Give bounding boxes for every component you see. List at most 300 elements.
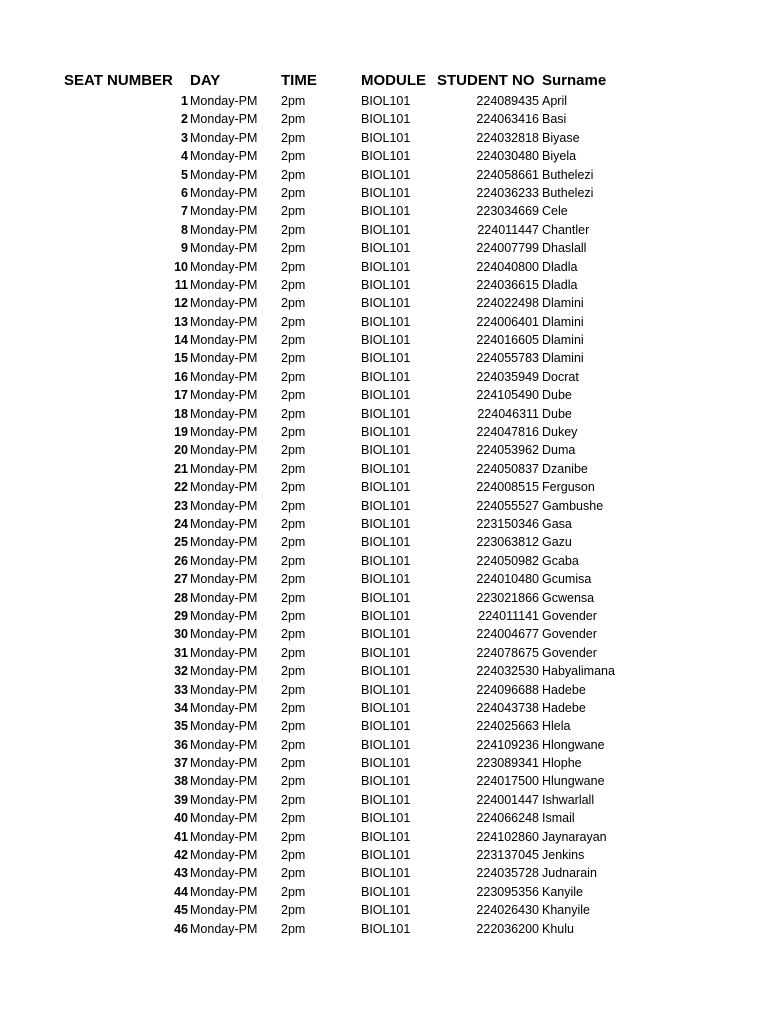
time-cell: 2pm — [281, 406, 306, 421]
student-no-cell: 223095356 — [476, 884, 539, 899]
student-no-cell: 224053962 — [476, 443, 539, 458]
module-cell: BIOL101 — [361, 700, 411, 715]
student-no-cell: 224036615 — [476, 277, 539, 292]
module-cell: BIOL101 — [361, 516, 411, 531]
module-cell: BIOL101 — [361, 277, 411, 292]
surname-cell: Govender — [542, 608, 597, 623]
day-cell: Monday-PM — [190, 130, 258, 145]
table-row — [0, 662, 768, 680]
table-row — [0, 736, 768, 754]
time-cell: 2pm — [281, 829, 306, 844]
module-cell: BIOL101 — [361, 884, 411, 899]
seat-number-cell: 37 — [174, 756, 188, 771]
surname-cell: Gasa — [542, 516, 572, 531]
table-row — [0, 331, 768, 349]
module-cell: BIOL101 — [361, 388, 411, 403]
surname-cell: Dhaslall — [542, 241, 587, 256]
student-no-cell: 223021866 — [476, 590, 539, 605]
table-row — [0, 754, 768, 772]
student-no-cell: 223137045 — [476, 848, 539, 863]
table-row — [0, 920, 768, 938]
module-cell: BIOL101 — [361, 498, 411, 513]
module-cell: BIOL101 — [361, 921, 411, 936]
day-cell: Monday-PM — [190, 921, 258, 936]
time-cell: 2pm — [281, 682, 306, 697]
student-no-cell: 223063812 — [476, 535, 539, 550]
seat-number-cell: 17 — [174, 388, 188, 403]
table-row — [0, 460, 768, 478]
table-row — [0, 864, 768, 882]
time-cell: 2pm — [281, 737, 306, 752]
header-student-no: STUDENT NO — [437, 72, 535, 89]
student-no-cell: 224035728 — [476, 866, 539, 881]
day-cell: Monday-PM — [190, 608, 258, 623]
table-row — [0, 92, 768, 110]
module-cell: BIOL101 — [361, 333, 411, 348]
module-cell: BIOL101 — [361, 167, 411, 182]
day-cell: Monday-PM — [190, 388, 258, 403]
time-cell: 2pm — [281, 866, 306, 881]
day-cell: Monday-PM — [190, 866, 258, 881]
student-no-cell: 224007799 — [476, 241, 539, 256]
surname-cell: Dzanibe — [542, 461, 588, 476]
table-row — [0, 202, 768, 220]
day-cell: Monday-PM — [190, 204, 258, 219]
module-cell: BIOL101 — [361, 406, 411, 421]
time-cell: 2pm — [281, 425, 306, 440]
table-row — [0, 129, 768, 147]
surname-cell: Dlamini — [542, 314, 584, 329]
seat-number-cell: 42 — [174, 848, 188, 863]
time-cell: 2pm — [281, 590, 306, 605]
surname-cell: Cele — [542, 204, 568, 219]
time-cell: 2pm — [281, 903, 306, 918]
day-cell: Monday-PM — [190, 369, 258, 384]
student-no-cell: 224025663 — [476, 719, 539, 734]
day-cell: Monday-PM — [190, 829, 258, 844]
table-row — [0, 681, 768, 699]
surname-cell: Basi — [542, 112, 567, 127]
time-cell: 2pm — [281, 572, 306, 587]
table-row — [0, 515, 768, 533]
surname-cell: Ismail — [542, 811, 575, 826]
surname-cell: April — [542, 94, 568, 108]
day-cell: Monday-PM — [190, 112, 258, 127]
seat-number-cell: 22 — [174, 480, 188, 495]
day-cell: Monday-PM — [190, 241, 258, 256]
seat-number-cell: 5 — [181, 167, 188, 182]
module-cell: BIOL101 — [361, 425, 411, 440]
day-cell: Monday-PM — [190, 333, 258, 348]
day-cell: Monday-PM — [190, 277, 258, 292]
day-cell: Monday-PM — [190, 94, 258, 108]
seat-number-cell: 36 — [174, 737, 188, 752]
module-cell: BIOL101 — [361, 480, 411, 495]
day-cell: Monday-PM — [190, 461, 258, 476]
seat-number-cell: 12 — [174, 296, 188, 311]
seat-number-cell: 14 — [174, 333, 188, 348]
student-no-cell: 224043738 — [476, 700, 539, 715]
time-cell: 2pm — [281, 608, 306, 623]
student-no-cell: 224109236 — [476, 737, 539, 752]
student-no-cell: 224046311 — [477, 406, 539, 421]
time-cell: 2pm — [281, 314, 306, 329]
time-cell: 2pm — [281, 700, 306, 715]
day-cell: Monday-PM — [190, 296, 258, 311]
module-cell: BIOL101 — [361, 664, 411, 679]
day-cell: Monday-PM — [190, 498, 258, 513]
time-cell: 2pm — [281, 516, 306, 531]
time-cell: 2pm — [281, 811, 306, 826]
module-cell: BIOL101 — [361, 259, 411, 274]
day-cell: Monday-PM — [190, 848, 258, 863]
module-cell: BIOL101 — [361, 719, 411, 734]
surname-cell: Gcaba — [542, 553, 579, 568]
table-row — [0, 166, 768, 184]
student-no-cell: 224006401 — [476, 314, 539, 329]
surname-cell: Habyalimana — [542, 664, 615, 679]
table-row — [0, 405, 768, 423]
surname-cell: Hadebe — [542, 700, 586, 715]
table-row — [0, 883, 768, 901]
seat-number-cell: 19 — [174, 425, 188, 440]
student-no-cell: 224016605 — [476, 333, 539, 348]
seat-number-cell: 6 — [181, 185, 188, 200]
student-no-cell: 223150346 — [476, 516, 539, 531]
surname-cell: Gazu — [542, 535, 572, 550]
day-cell: Monday-PM — [190, 535, 258, 550]
seat-number-cell: 11 — [174, 277, 188, 292]
seat-number-cell: 7 — [181, 204, 188, 219]
seat-number-cell: 24 — [174, 516, 188, 531]
seat-number-cell: 30 — [174, 627, 188, 642]
student-no-cell: 224047816 — [476, 425, 539, 440]
seat-number-cell: 21 — [174, 461, 188, 476]
surname-cell: Dladla — [542, 277, 578, 292]
seat-number-cell: 13 — [174, 314, 188, 329]
time-cell: 2pm — [281, 884, 306, 899]
table-row — [0, 423, 768, 441]
seat-number-cell: 4 — [181, 149, 188, 164]
time-cell: 2pm — [281, 664, 306, 679]
day-cell: Monday-PM — [190, 645, 258, 660]
surname-cell: Judnarain — [542, 866, 597, 881]
header-time: TIME — [281, 72, 317, 89]
header-seat-number: SEAT NUMBER — [64, 72, 173, 89]
surname-cell: Gcwensa — [542, 590, 595, 605]
day-cell: Monday-PM — [190, 259, 258, 274]
table-body — [0, 92, 768, 938]
time-cell: 2pm — [281, 792, 306, 807]
student-no-cell: 224102860 — [476, 829, 539, 844]
table-row — [0, 349, 768, 367]
surname-cell: Hlela — [542, 719, 571, 734]
student-no-cell: 224050837 — [476, 461, 539, 476]
time-cell: 2pm — [281, 921, 306, 936]
module-cell: BIOL101 — [361, 369, 411, 384]
student-no-cell: 224001447 — [476, 792, 539, 807]
surname-cell: Khanyile — [542, 903, 590, 918]
surname-cell: Gcumisa — [542, 572, 592, 587]
surname-cell: Kanyile — [542, 884, 583, 899]
surname-cell: Dlamini — [542, 351, 584, 366]
student-no-cell: 224032530 — [476, 664, 539, 679]
time-cell: 2pm — [281, 774, 306, 789]
table-row — [0, 809, 768, 827]
table-row — [0, 791, 768, 809]
time-cell: 2pm — [281, 130, 306, 145]
day-cell: Monday-PM — [190, 425, 258, 440]
module-cell: BIOL101 — [361, 461, 411, 476]
module-cell: BIOL101 — [361, 645, 411, 660]
seat-number-cell: 8 — [181, 222, 188, 237]
module-cell: BIOL101 — [361, 130, 411, 145]
module-cell: BIOL101 — [361, 829, 411, 844]
time-cell: 2pm — [281, 167, 306, 182]
table-row — [0, 147, 768, 165]
surname-cell: Dlamini — [542, 333, 584, 348]
day-cell: Monday-PM — [190, 756, 258, 771]
module-cell: BIOL101 — [361, 94, 411, 108]
table-row — [0, 699, 768, 717]
seat-number-cell: 31 — [174, 645, 188, 660]
table-row — [0, 570, 768, 588]
day-cell: Monday-PM — [190, 627, 258, 642]
seat-number-cell: 2 — [181, 112, 188, 127]
module-cell: BIOL101 — [361, 535, 411, 550]
surname-cell: Duma — [542, 443, 576, 458]
table-row — [0, 607, 768, 625]
time-cell: 2pm — [281, 112, 306, 127]
module-cell: BIOL101 — [361, 149, 411, 164]
seat-number-cell: 18 — [174, 406, 188, 421]
seat-number-cell: 40 — [174, 811, 188, 826]
student-no-cell: 224011141 — [478, 608, 539, 623]
student-no-cell: 224105490 — [476, 388, 539, 403]
header-module: MODULE — [361, 72, 426, 89]
student-no-cell: 224035949 — [476, 369, 539, 384]
student-no-cell: 224078675 — [476, 645, 539, 660]
time-cell: 2pm — [281, 756, 306, 771]
table-row — [0, 221, 768, 239]
student-no-cell: 224022498 — [476, 296, 539, 311]
surname-cell: Chantler — [542, 222, 590, 237]
module-cell: BIOL101 — [361, 848, 411, 863]
table-row — [0, 533, 768, 551]
student-no-cell: 222036200 — [476, 921, 539, 936]
table-row — [0, 828, 768, 846]
seat-number-cell: 34 — [174, 700, 188, 715]
module-cell: BIOL101 — [361, 296, 411, 311]
table-row — [0, 441, 768, 459]
seat-number-cell: 25 — [174, 535, 188, 550]
time-cell: 2pm — [281, 94, 306, 108]
seat-number-cell: 32 — [174, 664, 188, 679]
time-cell: 2pm — [281, 498, 306, 513]
table-row — [0, 239, 768, 257]
day-cell: Monday-PM — [190, 590, 258, 605]
surname-cell: Dube — [542, 406, 572, 421]
seat-number-cell: 10 — [174, 259, 188, 274]
table-row — [0, 497, 768, 515]
table-row — [0, 386, 768, 404]
surname-cell: Dube — [542, 388, 572, 403]
day-cell: Monday-PM — [190, 572, 258, 587]
student-no-cell: 224089435 — [476, 94, 539, 108]
student-no-cell: 223089341 — [476, 756, 539, 771]
day-cell: Monday-PM — [190, 682, 258, 697]
seat-number-cell: 20 — [174, 443, 188, 458]
header-day: DAY — [190, 72, 221, 89]
student-no-cell: 224036233 — [476, 185, 539, 200]
table-row — [0, 258, 768, 276]
time-cell: 2pm — [281, 848, 306, 863]
module-cell: BIOL101 — [361, 737, 411, 752]
day-cell: Monday-PM — [190, 700, 258, 715]
surname-cell: Dladla — [542, 259, 578, 274]
day-cell: Monday-PM — [190, 480, 258, 495]
surname-cell: Buthelezi — [542, 167, 594, 182]
time-cell: 2pm — [281, 149, 306, 164]
time-cell: 2pm — [281, 480, 306, 495]
day-cell: Monday-PM — [190, 664, 258, 679]
time-cell: 2pm — [281, 719, 306, 734]
table-row — [0, 552, 768, 570]
seat-number-cell: 38 — [174, 774, 188, 789]
seat-number-cell: 43 — [174, 866, 188, 881]
seat-number-cell: 27 — [174, 572, 188, 587]
student-no-cell: 224010480 — [476, 572, 539, 587]
day-cell: Monday-PM — [190, 884, 258, 899]
table-row — [0, 589, 768, 607]
module-cell: BIOL101 — [361, 185, 411, 200]
surname-cell: Ferguson — [542, 480, 595, 495]
student-no-cell: 224050982 — [476, 553, 539, 568]
student-no-cell: 224055783 — [476, 351, 539, 366]
student-no-cell: 224096688 — [476, 682, 539, 697]
surname-cell: Gambushe — [542, 498, 604, 513]
time-cell: 2pm — [281, 259, 306, 274]
surname-cell: Hlungwane — [542, 774, 605, 789]
module-cell: BIOL101 — [361, 774, 411, 789]
seat-number-cell: 23 — [174, 498, 188, 513]
table-row — [0, 313, 768, 331]
day-cell: Monday-PM — [190, 406, 258, 421]
time-cell: 2pm — [281, 388, 306, 403]
time-cell: 2pm — [281, 645, 306, 660]
header-surname: Surname — [542, 72, 607, 89]
time-cell: 2pm — [281, 627, 306, 642]
table-row — [0, 294, 768, 312]
surname-cell: Jaynarayan — [542, 829, 607, 844]
seat-number-cell: 35 — [174, 719, 188, 734]
module-cell: BIOL101 — [361, 553, 411, 568]
time-cell: 2pm — [281, 204, 306, 219]
table-row — [0, 478, 768, 496]
day-cell: Monday-PM — [190, 351, 258, 366]
table-row — [0, 368, 768, 386]
day-cell: Monday-PM — [190, 314, 258, 329]
module-cell: BIOL101 — [361, 866, 411, 881]
seat-number-cell: 46 — [174, 921, 188, 936]
surname-cell: Dlamini — [542, 296, 584, 311]
surname-cell: Biyase — [542, 130, 580, 145]
time-cell: 2pm — [281, 553, 306, 568]
time-cell: 2pm — [281, 351, 306, 366]
module-cell: BIOL101 — [361, 351, 411, 366]
student-no-cell: 223034669 — [476, 204, 539, 219]
surname-cell: Biyela — [542, 149, 577, 164]
table-row — [0, 772, 768, 790]
time-cell: 2pm — [281, 241, 306, 256]
module-cell: BIOL101 — [361, 903, 411, 918]
seat-number-cell: 16 — [174, 369, 188, 384]
student-no-cell: 224011447 — [477, 222, 539, 237]
surname-cell: Hlongwane — [542, 737, 605, 752]
surname-cell: Govender — [542, 627, 597, 642]
seat-number-cell: 39 — [174, 792, 188, 807]
module-cell: BIOL101 — [361, 443, 411, 458]
module-cell: BIOL101 — [361, 222, 411, 237]
day-cell: Monday-PM — [190, 719, 258, 734]
time-cell: 2pm — [281, 461, 306, 476]
time-cell: 2pm — [281, 443, 306, 458]
student-no-cell: 224066248 — [476, 811, 539, 826]
time-cell: 2pm — [281, 277, 306, 292]
day-cell: Monday-PM — [190, 553, 258, 568]
student-no-cell: 224055527 — [476, 498, 539, 513]
day-cell: Monday-PM — [190, 167, 258, 182]
day-cell: Monday-PM — [190, 443, 258, 458]
day-cell: Monday-PM — [190, 903, 258, 918]
seat-number-cell: 28 — [174, 590, 188, 605]
day-cell: Monday-PM — [190, 222, 258, 237]
surname-cell: Hlophe — [542, 756, 582, 771]
module-cell: BIOL101 — [361, 792, 411, 807]
time-cell: 2pm — [281, 222, 306, 237]
module-cell: BIOL101 — [361, 811, 411, 826]
seat-number-cell: 33 — [174, 682, 188, 697]
time-cell: 2pm — [281, 185, 306, 200]
surname-cell: Jenkins — [542, 848, 585, 863]
surname-cell: Docrat — [542, 369, 579, 384]
seat-number-cell: 15 — [174, 351, 188, 366]
module-cell: BIOL101 — [361, 627, 411, 642]
module-cell: BIOL101 — [361, 112, 411, 127]
day-cell: Monday-PM — [190, 149, 258, 164]
student-no-cell: 224026430 — [476, 903, 539, 918]
student-no-cell: 224004677 — [476, 627, 539, 642]
module-cell: BIOL101 — [361, 241, 411, 256]
table-row — [0, 276, 768, 294]
day-cell: Monday-PM — [190, 185, 258, 200]
table-row — [0, 110, 768, 128]
day-cell: Monday-PM — [190, 811, 258, 826]
surname-cell: Khulu — [542, 921, 574, 936]
seat-number-cell: 26 — [174, 553, 188, 568]
day-cell: Monday-PM — [190, 792, 258, 807]
module-cell: BIOL101 — [361, 608, 411, 623]
seat-number-cell: 41 — [174, 829, 188, 844]
seat-number-cell: 9 — [181, 241, 188, 256]
surname-cell: Govender — [542, 645, 597, 660]
seat-number-cell: 29 — [174, 608, 188, 623]
student-no-cell: 224017500 — [476, 774, 539, 789]
student-no-cell: 224040800 — [476, 259, 539, 274]
student-no-cell: 224030480 — [476, 149, 539, 164]
surname-cell: Ishwarlall — [542, 792, 595, 807]
student-no-cell: 224058661 — [476, 167, 539, 182]
